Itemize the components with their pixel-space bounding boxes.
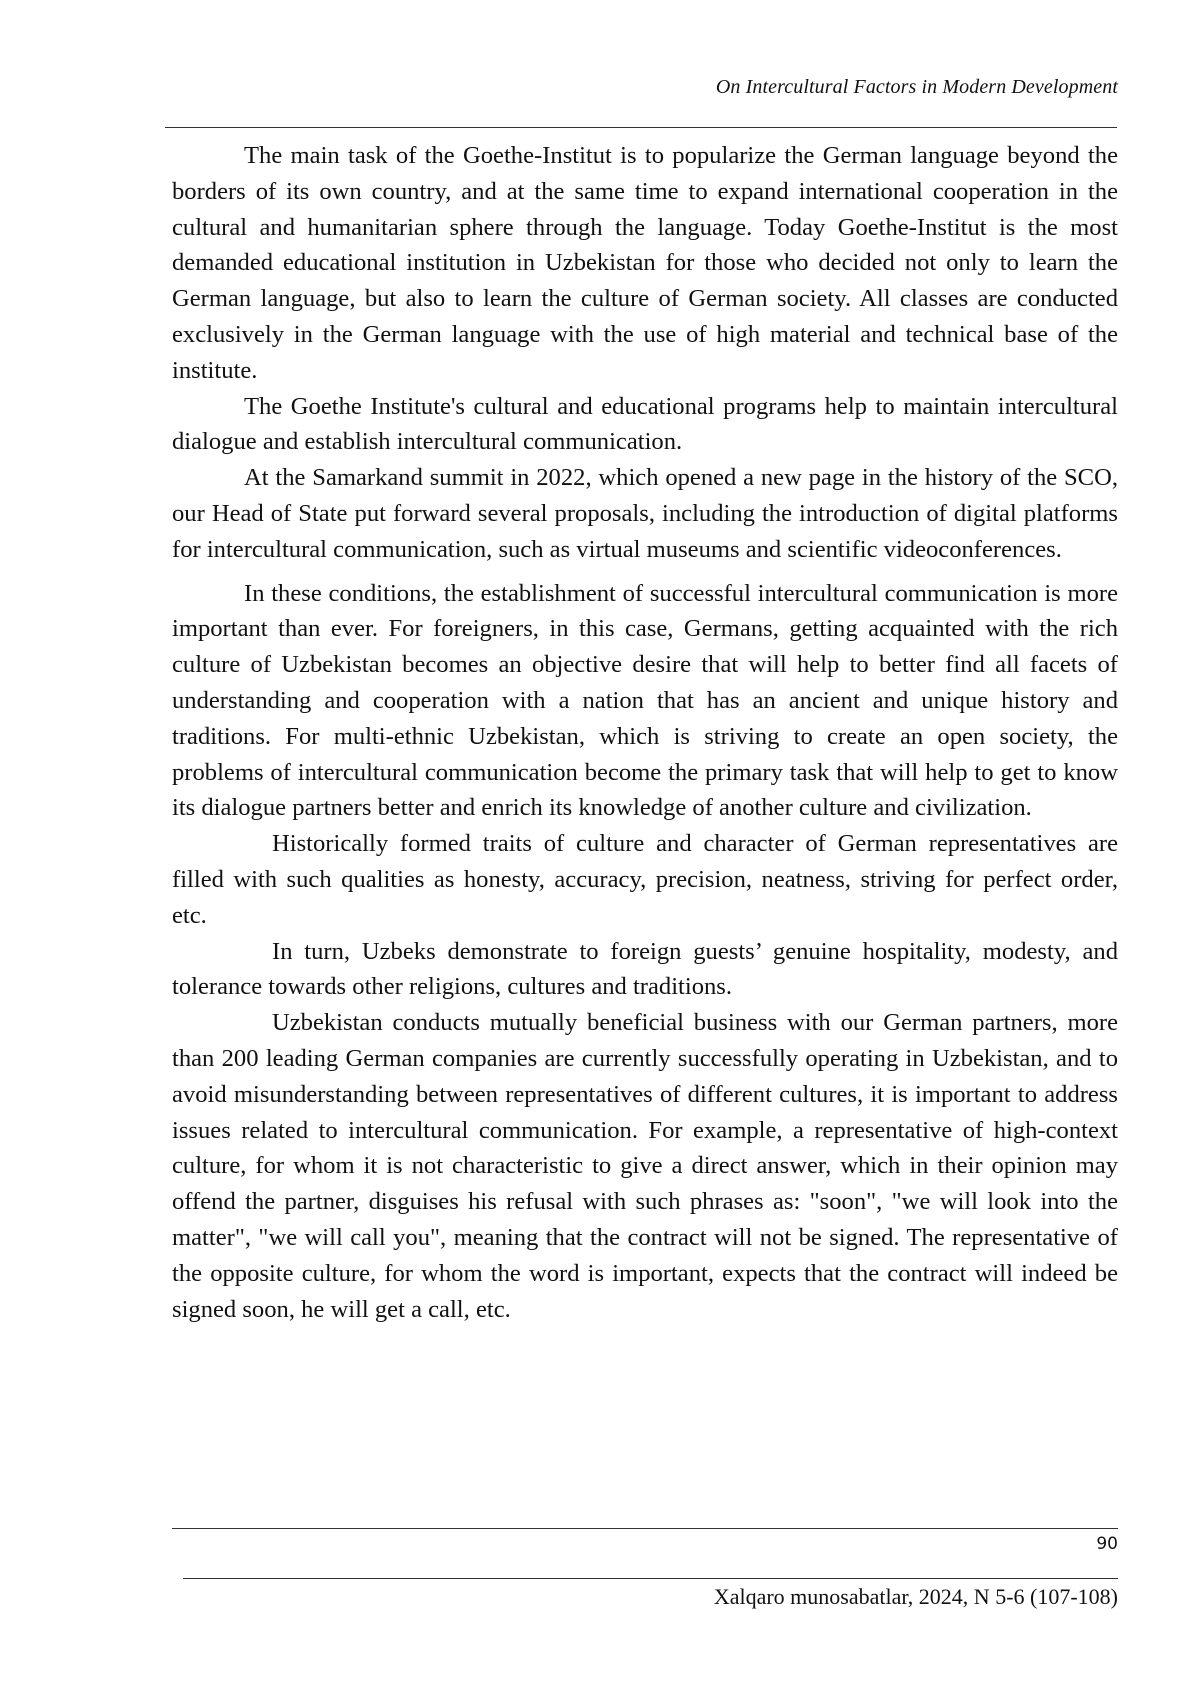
- paragraph: In turn, Uzbeks demonstrate to foreign guests’ genuine hospitality, modesty, and tolerance towards other religions, cultures and traditions.: [172, 937, 1118, 1001]
- paragraph: Uzbekistan conducts mutually beneficial business with our German partners, more than 200 leading German companies are currently successfully operating in Uzbekistan, and to avoid misunderstanding between representatives of different cultures, it is important to address issues related to intercultural communication. For example, a representative of high-context culture, for whom it is not characteristic to give a direct answer, which in their opinion may offend the partner, disguises his refusal with such phrases as: "soon", "we will look into the matter", "we will call you", meaning that the contract will not be signed. The representative of the opposite culture, for whom the word is important, expects that the contract will indeed be signed soon, he will get a call, etc.: [172, 1009, 1118, 1323]
- paragraph: The Goethe Institute's cultural and educational programs help to maintain intercultural dialogue and establish intercultural communication.: [172, 392, 1118, 456]
- paragraph: In these conditions, the establishment of successful intercultural communication is more important than ever. For foreigners, in this case, Germans, getting acquainted with the rich culture of Uzbekistan becomes an objective desire that will help to better find all facets of understanding and cooperation with a nation that has an ancient and unique history and traditions. For multi-ethnic Uzbekistan, which is striving to create an open society, the problems of intercultural communication become the primary task that will help to get to know its dialogue partners better and enrich its knowledge of another culture and civilization.: [172, 579, 1118, 822]
- footer-divider-bottom: [183, 1578, 1118, 1579]
- journal-citation: Xalqaro munosabatlar, 2024, N 5-6 (107-108): [713, 1584, 1118, 1609]
- page-number: 90: [1096, 1534, 1118, 1554]
- running-header: On Intercultural Factors in Modern Development: [715, 76, 1118, 98]
- footer-divider-top: [172, 1528, 1118, 1529]
- paragraph: The main task of the Goethe-Institut is to popularize the German language beyond the borders of its own country, and at the same time to expand international cooperation in the cultural and humanitarian sphere through the language. Today Goethe-Institut is the most demanded educational institution in Uzbekistan for those who decided not only to learn the German language, but also to learn the culture of German society. All classes are conducted exclusively in the German language with the use of high material and technical base of the institute.: [172, 142, 1118, 384]
- paragraph: At the Samarkand summit in 2022, which opened a new page in the history of the SCO, our Head of State put forward several proposals, including the introduction of digital platforms for intercultural communication, such as virtual museums and scientific videoconferences.: [172, 464, 1118, 563]
- header-divider: [165, 127, 1117, 128]
- article-body: [172, 138, 1118, 1327]
- paragraph: Historically formed traits of culture and character of German representatives are filled with such qualities as honesty, accuracy, precision, neatness, striving for perfect order, etc.: [172, 830, 1118, 929]
